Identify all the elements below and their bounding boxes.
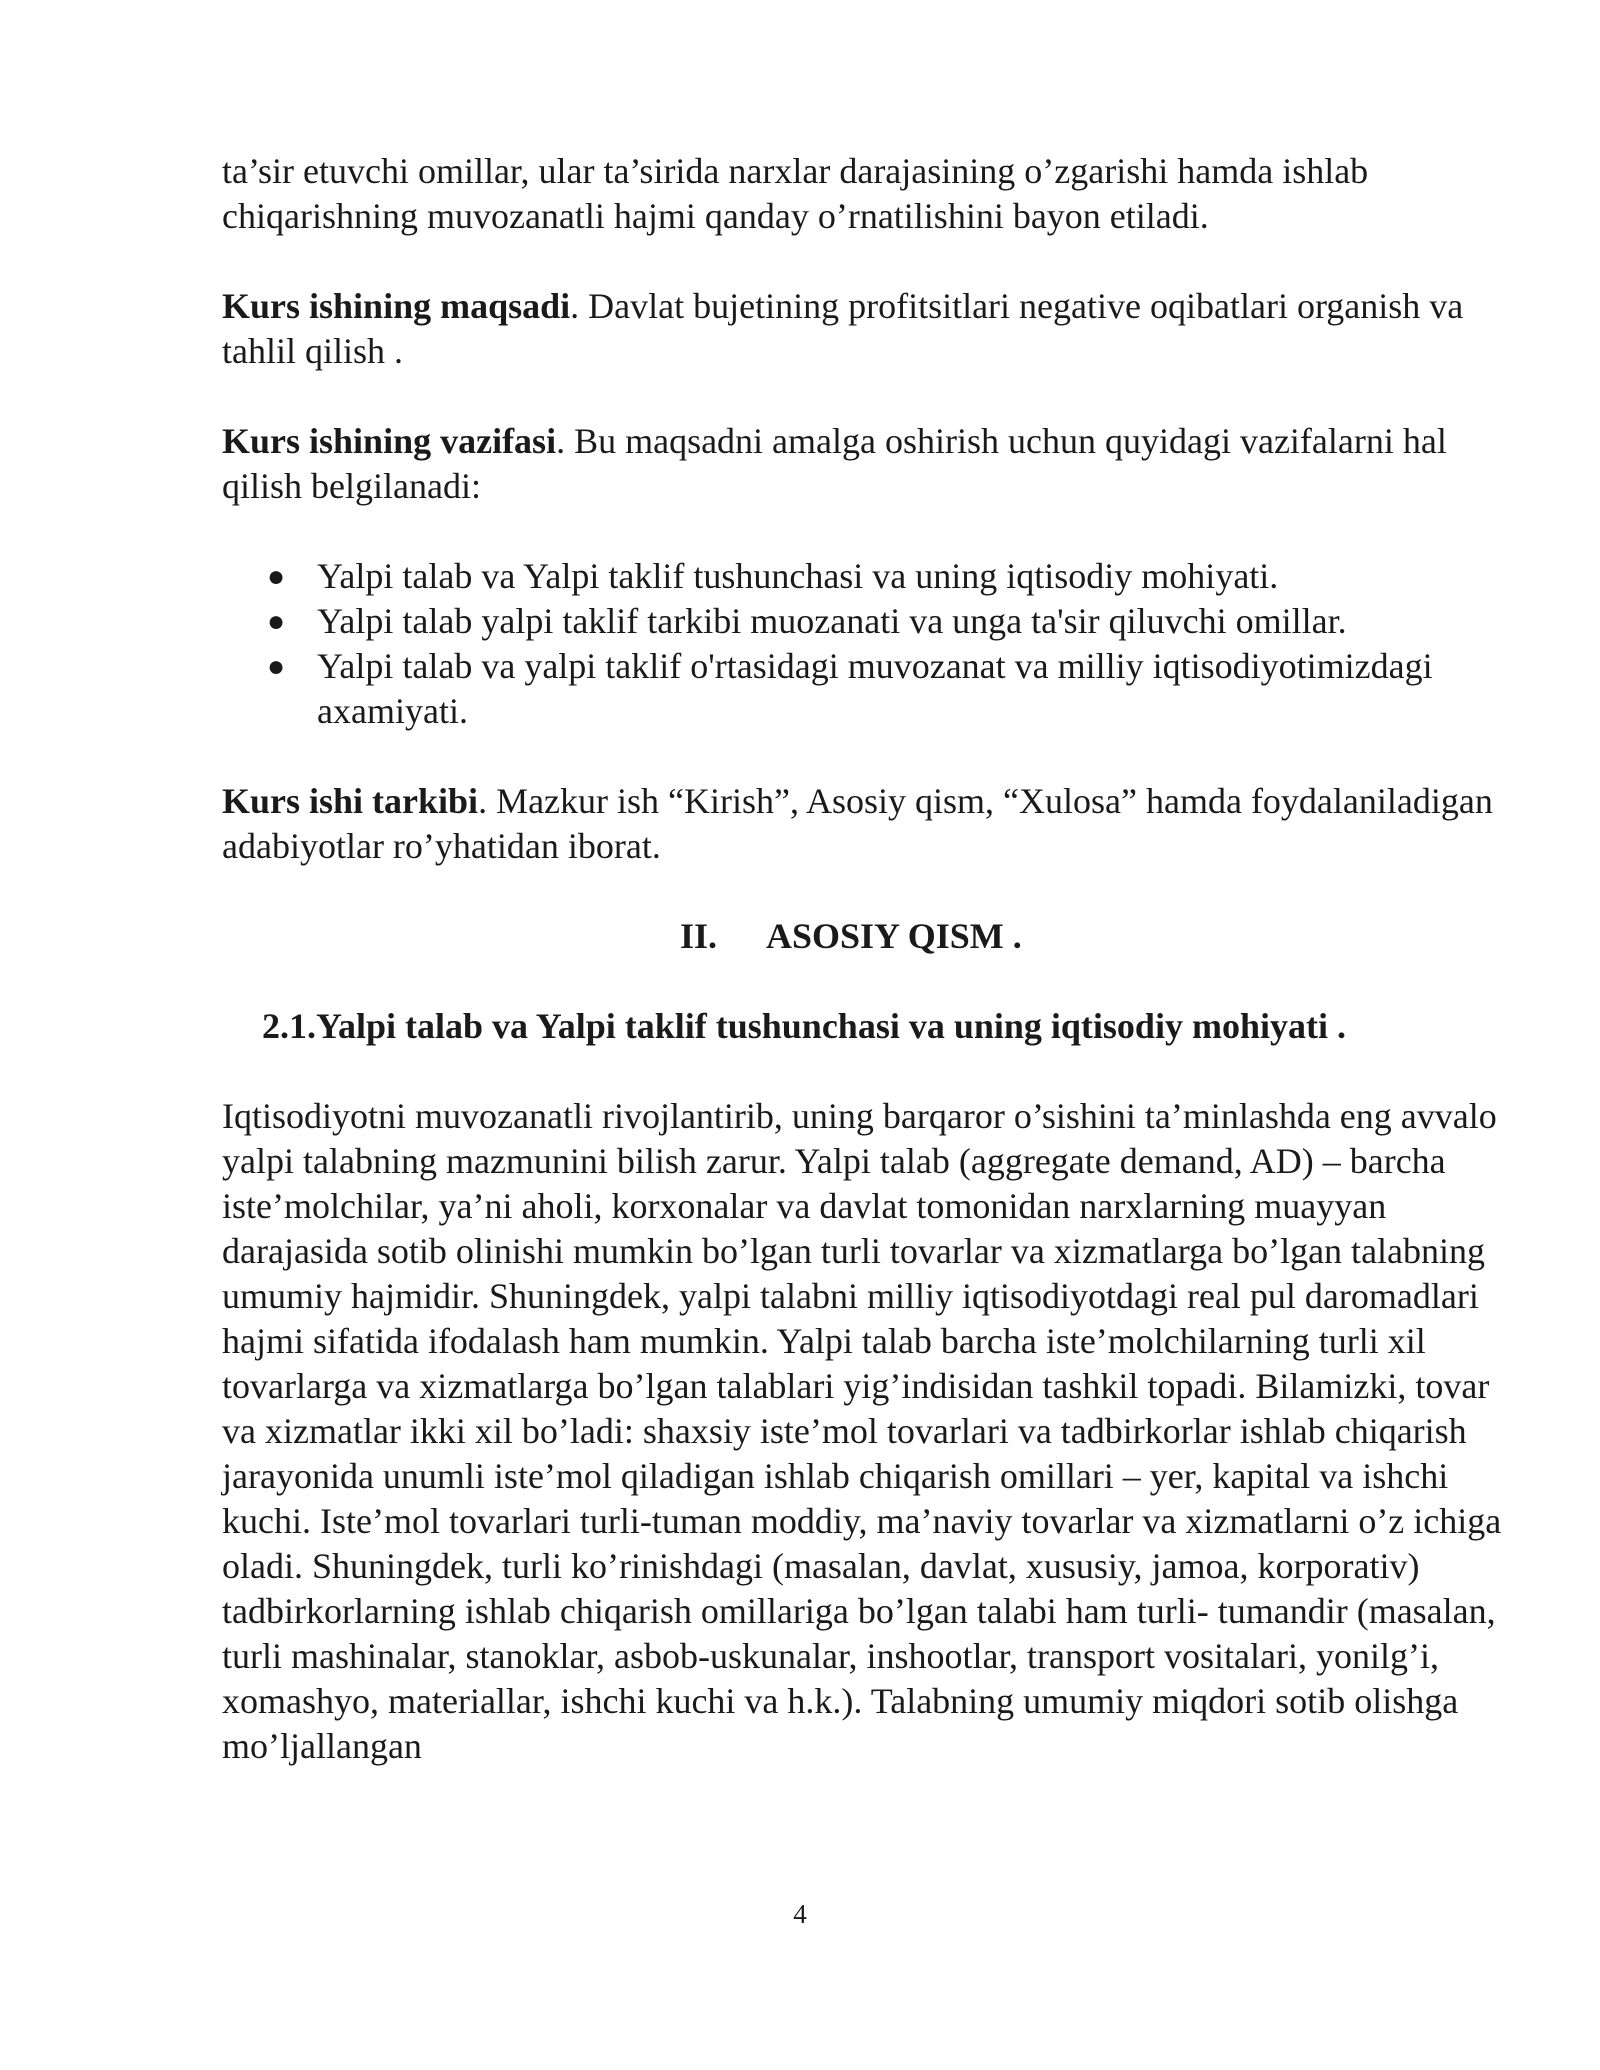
bullet-icon: ●: [267, 560, 286, 593]
tasks-label: Kurs ishining vazifasi: [222, 421, 557, 461]
goal-label: Kurs ishining maqsadi: [222, 286, 571, 326]
page-number: 4: [793, 1899, 807, 1929]
tasks-text: . Bu maqsadni amalga oshirish uchun quyidagi vazifalarni hal qilish belgilanadi:: [222, 421, 1447, 506]
page-content: [222, 149, 1512, 1769]
structure-label: Kurs ishi tarkibi: [222, 781, 479, 821]
subsection-heading: 2.1.Yalpi talab va Yalpi taklif tushunchasi va uning iqtisodiy mohiyati .: [262, 1006, 1346, 1046]
section-number: II.: [680, 916, 718, 956]
body-paragraph: Iqtisodiyotni muvozanatli rivojlantirib, uning barqaror o’sishini ta’minlashda eng avvalo yalpi talabning mazmunini bilish zarur. Yalpi talab (aggregate demand, AD) – barcha iste’molchilar, ya’ni aholi, korxonalar va davlat tomonidan narxlarning muayyan darajasida sotib olinishi mumkin bo’lgan turli tovarlar va xizmatlarga bo’lgan talabning umumiy hajmidir. Shuningdek, yalpi talabni milliy iqtisodiyotdagi real pul daromadlari hajmi sifatida ifodalash ham mumkin. Yalpi talab barcha iste’molchilarning turli xil tovarlarga va xizmatlarga bo’lgan talablari yig’indisidan tashkil topadi. Bilamizki, tovar va xizmatlar ikki xil bo’ladi: shaxsiy iste’mol tovarlari va tadbirkorlar ishlab chiqarish jarayonida unumli iste’mol qiladigan ishlab chiqarish omillari – yer, kapital va ishchi kuchi. Iste’mol tovarlari turli-tuman moddiy, ma’naviy tovarlar va xizmatlarni o’z ichiga oladi. Shuningdek, turli ko’rinishdagi (masalan, davlat, xususiy, jamoa, korporativ) tadbirkorlarning ishlab chiqarish omillariga bo’lgan talabi ham turli- tumandir (masalan, turli mashinalar, stanoklar, asbob-uskunalar, inshootlar, transport vositalari, yonilg’i, xomashyo, materiallar, ishchi kuchi va h.k.). Talabning umumiy miqdori sotib olishga mo’ljallangan: [222, 1096, 1502, 1766]
list-item: [222, 554, 1512, 599]
list-item-text: Yalpi talab va Yalpi taklif tushunchasi va uning iqtisodiy mohiyati.: [317, 556, 1279, 596]
list-item-text: Yalpi talab va yalpi taklif o'rtasidagi muvozanat va milliy iqtisodiyotimizdagi axamiyati.: [317, 646, 1433, 731]
section-heading: [222, 914, 1512, 959]
goal-paragraph: [222, 284, 1512, 374]
list-item-text: Yalpi talab yalpi taklif tarkibi muozanati va unga ta'sir qiluvchi omillar.: [317, 601, 1347, 641]
list-item: [222, 599, 1512, 644]
list-item: [222, 644, 1512, 734]
structure-text: . Mazkur ish “Kirish”, Asosiy qism, “Xulosa” hamda foydalaniladigan adabiyotlar ro’yhatidan iborat.: [222, 781, 1493, 866]
goal-text: . Davlat bujetining profitsitlari negative oqibatlari organish va tahlil qilish .: [222, 286, 1464, 371]
task-list: [222, 554, 1512, 734]
structure-paragraph: [222, 779, 1512, 869]
intro-continuation-paragraph: ta’sir etuvchi omillar, ular ta’sirida narxlar darajasining o’zgarishi hamda ishlab chiqarishning muvozanatli hajmi qanday o’rnatilishini bayon etiladi.: [222, 151, 1369, 236]
section-title: ASOSIY QISM .: [766, 916, 1022, 956]
bullet-icon: ●: [267, 605, 286, 638]
bullet-icon: ●: [267, 650, 286, 683]
tasks-paragraph: [222, 419, 1512, 509]
